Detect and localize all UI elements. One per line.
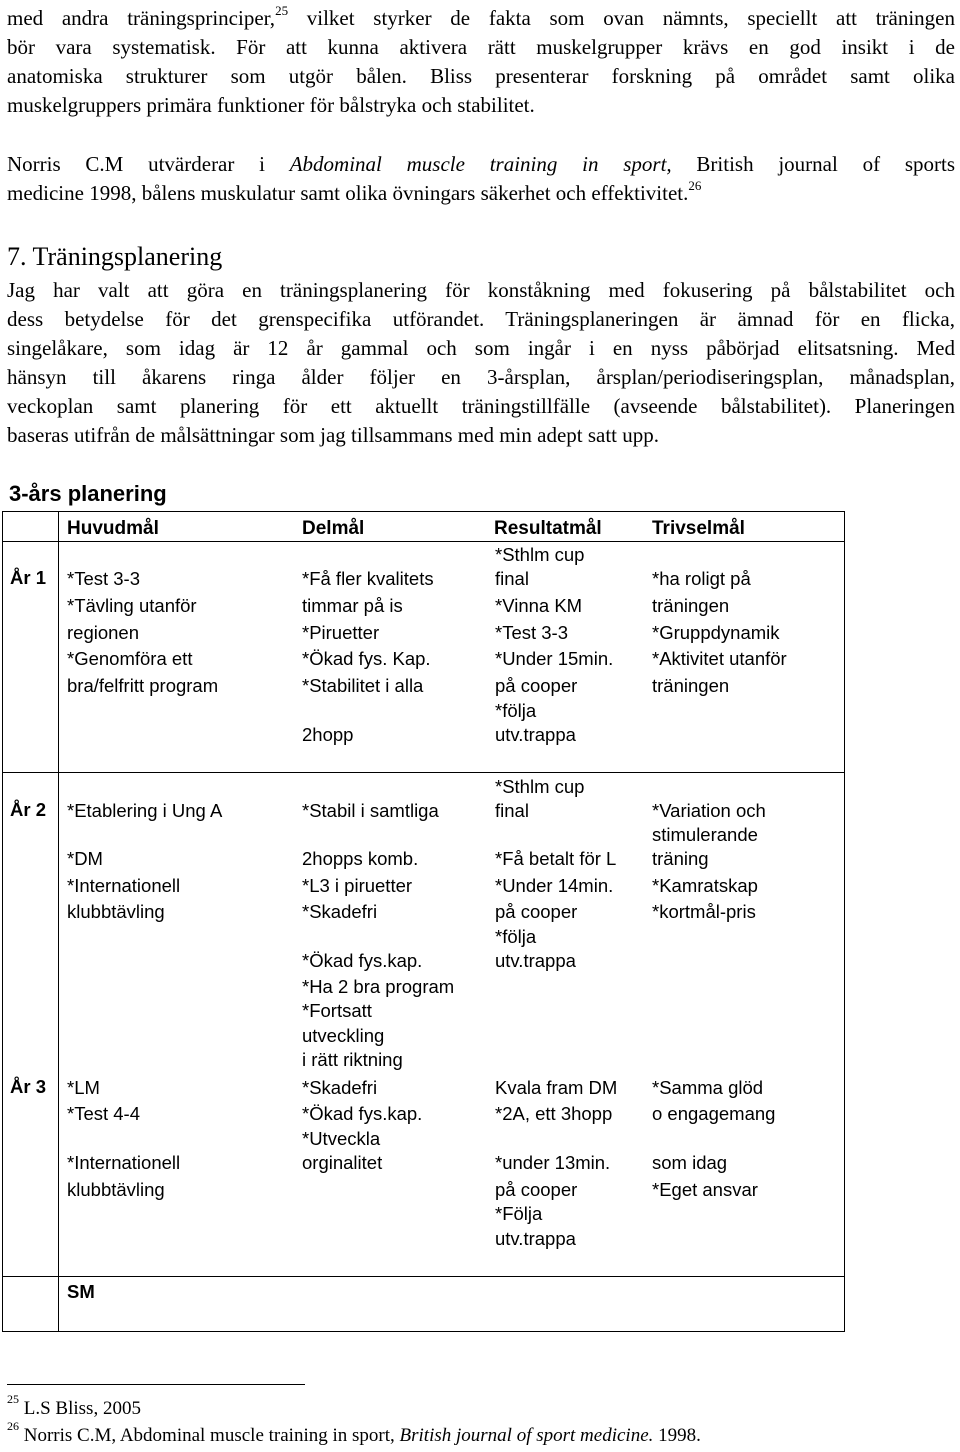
cell-trivselmal-line: *kortmål-pris [652,901,756,922]
cell-delmal-line: *Skadefri [302,901,378,922]
cell-delmal-line: *L3 i piruetter [302,875,413,896]
cell-resultatmal-line: final [495,568,529,589]
column-header-delmal: Delmål [302,518,365,539]
table-column-divider [58,511,59,1331]
cell-huvudmal-line: klubbtävling [67,901,165,922]
cell-delmal-line: orginalitet [302,1152,383,1173]
cell-delmal-line: *Ökad fys. Kap. [302,648,431,669]
cell-resultatmal-line: *följa [495,926,537,947]
cell-delmal-line: timmar på is [302,595,403,616]
table-border-bottom [2,1331,845,1332]
column-header-trivselmal: Trivselmål [652,518,745,539]
section-line: singelåkare, som idag är 12 år gammal och som ingår i en nyss påbörjad elitsatsning. Med [7,336,955,360]
cell-delmal-line: 2hopp [302,724,354,745]
footnote-ref-26[interactable]: 26 [688,178,702,193]
cell-huvudmal-line: *Internationell [67,1152,181,1173]
footnote-separator [7,1384,305,1385]
intro-line-2: bör vara systematisk. För att kunna aktivera rätt muskelgrupper krävs en god insikt i de [7,35,955,59]
cell-delmal-line: 2hopps komb. [302,848,419,869]
cell-huvudmal-line: *LM [67,1077,100,1098]
cell-resultatmal-line: *följa [495,700,537,721]
footnote-25: $^{25}$ L.S Bliss, 2005 [7,1391,141,1419]
cell-delmal-line: *Ha 2 bra program [302,976,455,997]
cell-trivselmal-line: *Aktivitet utanför [652,648,787,669]
cell-resultatmal-line: Kvala fram DM [495,1077,618,1098]
norris-line-1: Norris C.M utvärderar i Abdominal muscle training in sport, British journal of sports [7,152,955,176]
cell-resultatmal-line: *Sthlm cup [495,776,585,797]
column-header-resultatmal: Resultatmål [494,518,602,539]
table-header-divider [2,541,845,542]
table-row-divider [2,1276,845,1277]
table-border-right [844,511,845,1331]
cell-trivselmal-line: *Eget ansvar [652,1179,758,1200]
cell-huvudmal-line: klubbtävling [67,1179,165,1200]
cell-delmal-line: *Piruetter [302,622,380,643]
section-line: baseras utifrån de målsättningar som jag tillsammans med min adept satt upp. [7,423,660,447]
cell-resultatmal-line: på cooper [495,1179,578,1200]
cell-resultatmal-line: *2A, ett 3hopp [495,1103,613,1124]
section-paragraph [7,276,955,450]
row-label-year-3: År 3 [10,1076,46,1097]
section-heading: 7. Träningsplanering [7,242,223,271]
cell-huvudmal-line: *Tävling utanför [67,595,197,616]
cell-resultatmal-line: *Följa [495,1203,543,1224]
cell-delmal-line: *Ökad fys.kap. [302,1103,423,1124]
footnote-ref-25[interactable]: 25 [275,3,289,18]
cell-resultatmal-line: utv.trappa [495,950,576,971]
cell-delmal-line: *Stabilitet i alla [302,675,424,696]
cell-trivselmal-line: *Samma glöd [652,1077,764,1098]
table-border-top [2,511,845,512]
plan-title: 3-års planering [9,481,167,506]
norris-paragraph [7,150,955,208]
row-label-year-1: År 1 [10,567,46,588]
cell-trivselmal-line: träningen [652,675,730,696]
row-label-year-2: År 2 [10,799,46,820]
cell-resultatmal-line: på cooper [495,901,578,922]
cell-resultatmal-line: på cooper [495,675,578,696]
cell-resultatmal-line: *Få betalt för L [495,848,617,869]
cell-trivselmal-line: *ha roligt på [652,568,751,589]
cell-huvudmal-line: *Test 4-4 [67,1103,141,1124]
table-border-left [2,511,3,1331]
cell-resultatmal-line: *under 13min. [495,1152,611,1173]
cell-delmal-line: *Fortsatt [302,1000,372,1021]
cell-trivselmal-line: träning [652,848,709,869]
cell-trivselmal-line: *Gruppdynamik [652,622,780,643]
cell-huvudmal-line: *Internationell [67,875,181,896]
cell-resultatmal-line: *Under 14min. [495,875,614,896]
column-header-huvudmal: Huvudmål [67,518,159,539]
cell-delmal-line: *Ökad fys.kap. [302,950,423,971]
cell-delmal-line: i rätt riktning [302,1049,403,1070]
cell-resultatmal-line: utv.trappa [495,724,576,745]
intro-paragraph [7,4,955,120]
cell-huvudmal-line: *Test 3-3 [67,568,141,589]
final-row-sm: SM [67,1281,95,1302]
table-row-divider [2,772,845,773]
cell-resultatmal-line: final [495,800,529,821]
cell-huvudmal-line: bra/felfritt program [67,675,219,696]
intro-line-4: muskelgruppers primära funktioner för bålstryka och stabilitet. [7,93,535,117]
cell-trivselmal-line: *Variation och [652,800,766,821]
cell-delmal-line: *Skadefri [302,1077,378,1098]
cell-resultatmal-line: utv.trappa [495,1228,576,1249]
section-line: dess betydelse för det grenspecifika utförandet. Träningsplaneringen är ämnad för en flicka, [7,307,955,331]
cell-huvudmal-line: *Etablering i Ung A [67,800,223,821]
cell-trivselmal-line: o engagemang [652,1103,776,1124]
intro-line-1: med andra träningsprinciper,$^{25}$ vilket styrker de fakta som ovan nämnts, speciellt att träningen [7,3,956,30]
cell-huvudmal-line: regionen [67,622,140,643]
cell-delmal-line: *Få fler kvalitets [302,568,434,589]
footnote-26: $^{26}$ Norris C.M, Abdominal muscle training in sport, British journal of sport medicine. 1998. [7,1418,701,1446]
cell-trivselmal-line: träningen [652,595,730,616]
section-line: veckoplan samt planering för ett aktuellt träningstillfälle (avseende bålstabilitet). Planeringen [7,394,955,418]
intro-line-3: anatomiska strukturer som utgör bålen. Bliss presenterar forskning på området samt olika [7,64,955,88]
cell-delmal-line: utveckling [302,1025,385,1046]
cell-trivselmal-line: *Kamratskap [652,875,758,896]
cell-huvudmal-line: *Genomföra ett [67,648,193,669]
cell-delmal-line: *Utveckla [302,1128,381,1149]
norris-line-2: medicine 1998, bålens muskulatur samt olika övningars säkerhet och effektivitet.$^{26}$ [7,178,702,205]
cell-resultatmal-line: *Test 3-3 [495,622,569,643]
section-line: Jag har valt att göra en träningsplanering för konståkning med fokusering på bålstabilitet och [7,278,955,302]
cell-huvudmal-line: *DM [67,848,103,869]
cell-trivselmal-line: som idag [652,1152,728,1173]
cell-trivselmal-line: stimulerande [652,824,758,845]
section-line: hänsyn till åkarens ringa ålder följer en 3-årsplan, årsplan/periodiseringsplan, månadsplan, [7,365,955,389]
cell-resultatmal-line: *Vinna KM [495,595,583,616]
cell-delmal-line: *Stabil i samtliga [302,800,439,821]
cell-resultatmal-line: *Sthlm cup [495,544,585,565]
cell-resultatmal-line: *Under 15min. [495,648,614,669]
